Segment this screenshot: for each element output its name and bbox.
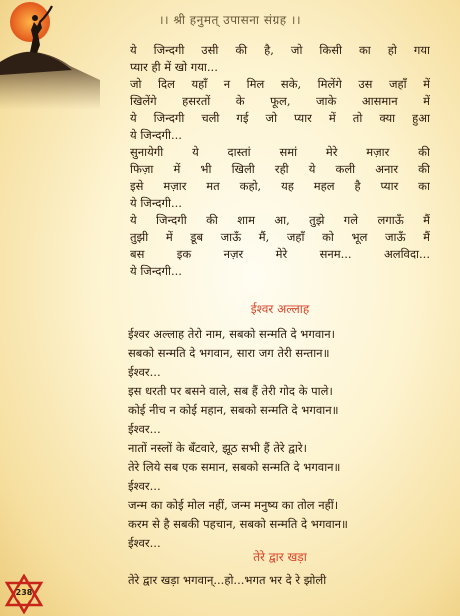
- verse-line: तेरे लिये सब एक समान, सबको सन्मति दे भगवान॥: [128, 460, 341, 474]
- section-title: तेरे द्वार खड़ा: [253, 550, 307, 564]
- verse-line: जो दिल यहाँ न मिल सके, मिलेंगे उस जहाँ में: [130, 77, 430, 91]
- page-number-badge: [4, 574, 44, 614]
- verse-line: सुनायेगी ये दास्तां समां मेरे मज़ार की: [130, 145, 430, 159]
- verse-line: जन्म का कोई मोल नहीं, जन्म मनुष्य का तोल नहीं।: [128, 498, 339, 512]
- verse-line: ये जिन्दगी...: [130, 264, 182, 278]
- verse-line: ये जिन्दगी...: [130, 196, 182, 210]
- verse-line: ये जिन्दगी की शाम आ, तुझे गले लगाऊँ मैं: [130, 213, 430, 227]
- verse-line: ईश्वर...: [128, 365, 161, 379]
- verse-line: ये जिन्दगी चली गई जो प्यार में तो क्या हुआ: [130, 111, 430, 125]
- verse-line: सबको सन्मति दे भगवान, सारा जग तेरी सन्तान॥: [128, 346, 330, 360]
- verse-line: नातों नस्लों के बँटवारे, झूठ सभी हैं तेरे द्वारे।: [128, 441, 307, 455]
- page-header: ।। श्री हनुमत् उपासना संग्रह ।।: [158, 13, 302, 27]
- verse-line: प्यार ही में खो गया...: [130, 60, 218, 74]
- verse-line: इस धरती पर बसने वाले, सब हैं तेरी गोद के पाले।: [128, 384, 333, 398]
- verse-line: बस इक नज़र मेरे सनम... अलविदा...: [130, 247, 430, 261]
- verse-line: तुझी में डूब जाऊँ मैं, जहाँ को भूल जाऊँ मैं: [130, 230, 430, 244]
- page-number: 238: [15, 588, 33, 597]
- verse-line: खिलेंगे हसरतों के फूल, जाके आसमान में: [130, 94, 430, 108]
- verse-line: ये जिन्दगी...: [130, 128, 182, 142]
- verse-line: ईश्वर...: [128, 422, 161, 436]
- verse-line: तेरे द्वार खड़ा भगवान्...हो...भगत भर दे रे झोली: [128, 573, 327, 587]
- verse-line: करम से है सबकी पहचान, सबको सन्मति दे भगवान॥: [128, 517, 348, 531]
- section-title: ईश्वर अल्लाह: [250, 302, 310, 316]
- verse-line: कोई नीच न कोई महान, सबको सन्मति दे भगवान॥: [128, 403, 339, 417]
- verse-line: फिज़ा में भी खिली रही ये कली अनार की: [130, 162, 430, 176]
- verse-line: इसे मज़ार मत कहो, यह महल है प्यार का: [130, 179, 430, 193]
- verse-line: ईश्वर...: [128, 479, 161, 493]
- verse-line: ईश्वर अल्लाह तेरो नाम, सबको सन्मति दे भगवान।: [128, 327, 335, 341]
- verse-line: ईश्वर...: [128, 536, 161, 550]
- verse-line: ये जिन्दगी उसी की है, जो किसी का हो गया: [130, 43, 430, 57]
